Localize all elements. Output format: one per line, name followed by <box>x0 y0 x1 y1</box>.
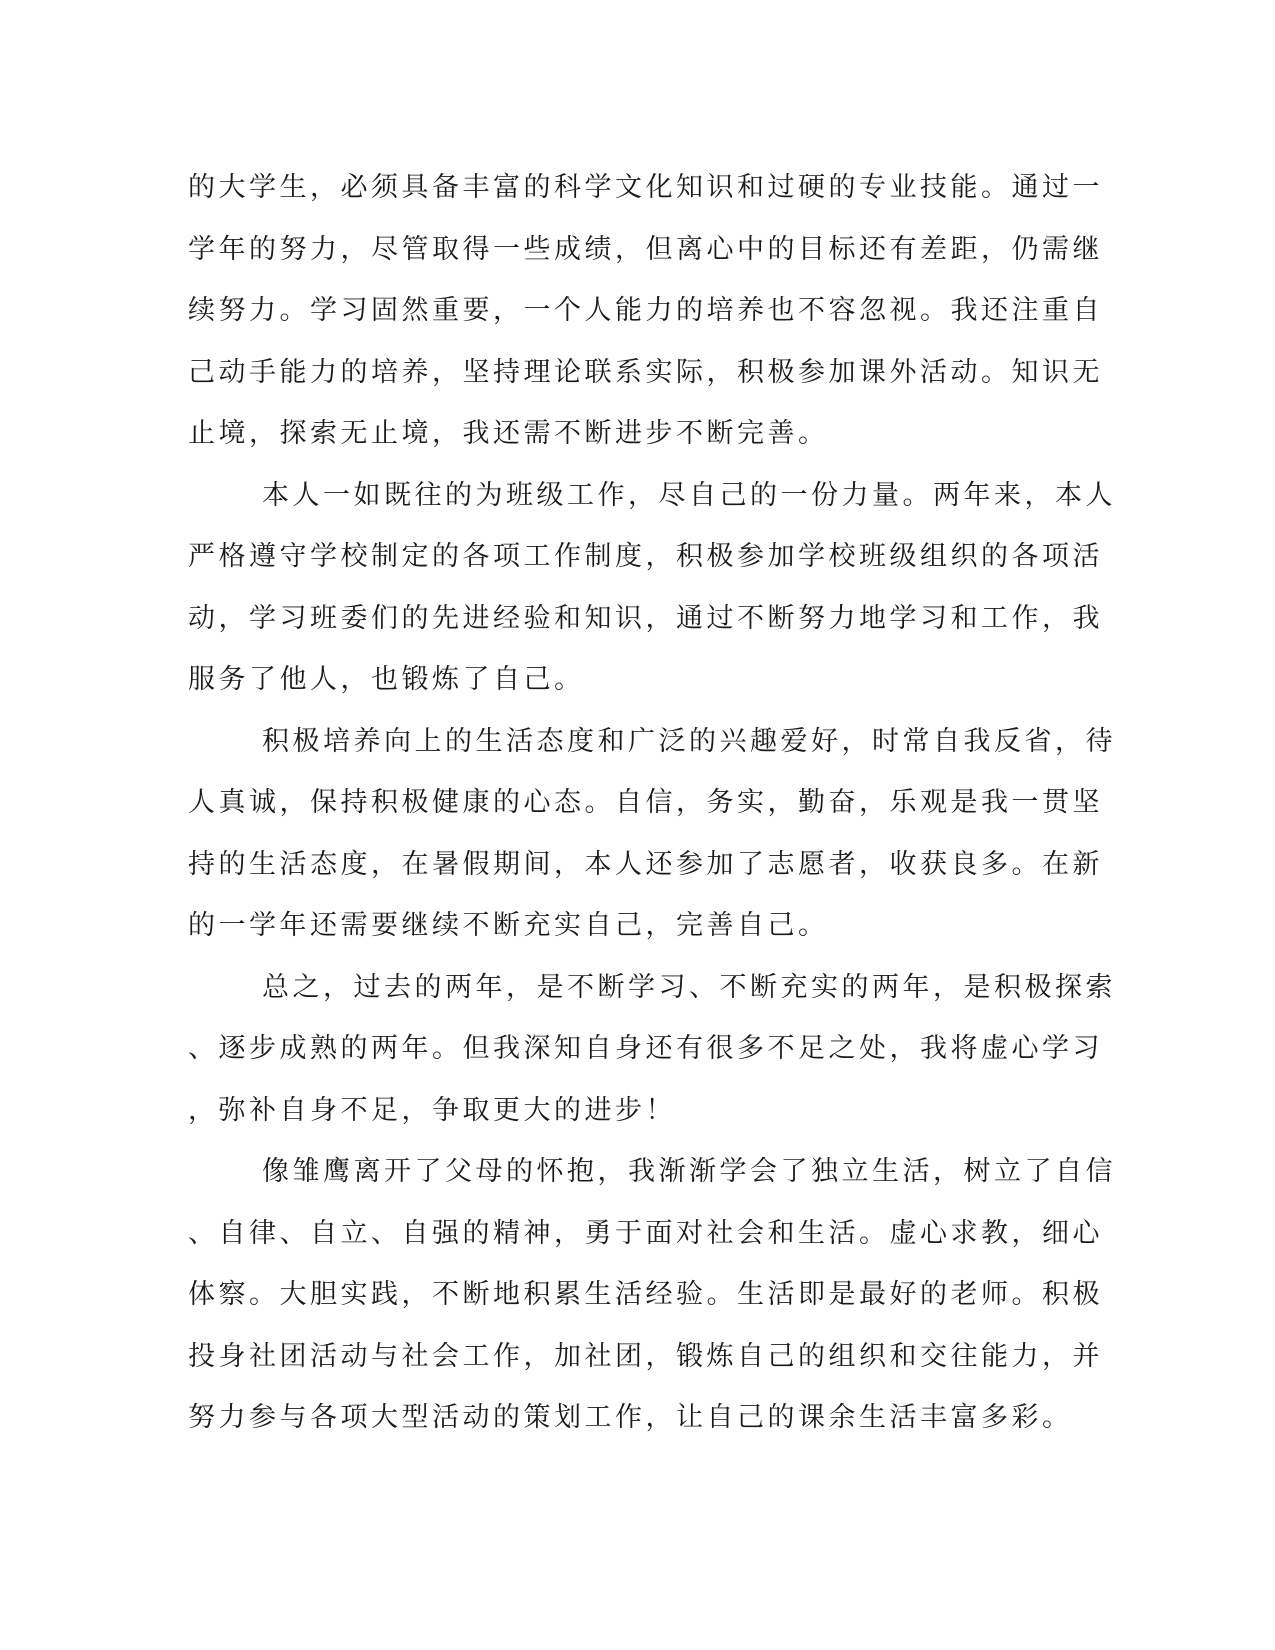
text-line: 的大学生，必须具备丰富的科学文化知识和过硬的专业技能。通过一 <box>188 172 1103 203</box>
text-line: 己动手能力的培养，坚持理论联系实际，积极参加课外活动。知识无 <box>188 356 1103 388</box>
text-line: 严格遵守学校制定的各项工作制度，积极参加学校班级组织的各项活 <box>188 541 1103 572</box>
paragraph-start-line: 本人一如既往的为班级工作，尽自己的一份力量。两年来，本人 <box>262 479 1116 511</box>
paragraph-start-line: 总之，过去的两年，是不断学习、不断充实的两年，是积极探索 <box>262 971 1116 1003</box>
paragraph-start-line: 积极培养向上的生活态度和广泛的兴趣爱好，时常自我反省，待 <box>262 725 1116 757</box>
text-line: 动，学习班委们的先进经验和知识，通过不断努力地学习和工作，我 <box>188 602 1103 634</box>
text-line: 止境，探索无止境，我还需不断进步不断完善。 <box>188 418 829 449</box>
text-line: 服务了他人，也锻炼了自己。 <box>188 664 585 695</box>
paragraph-start-line: 像雏鹰离开了父母的怀抱，我渐渐学会了独立生活，树立了自信 <box>262 1156 1116 1187</box>
text-line: 努力参与各项大型活动的策划工作，让自己的课余生活丰富多彩。 <box>188 1402 1073 1433</box>
text-line: ，弥补自身不足，争取更大的进步！ <box>188 1094 676 1126</box>
text-line: 人真诚，保持积极健康的心态。自信，务实，勤奋，乐观是我一贯坚 <box>188 787 1103 818</box>
text-line: 投身社团活动与社会工作，加社团，锻炼自己的组织和交往能力，并 <box>188 1340 1103 1372</box>
text-line: 的一学年还需要继续不断充实自己，完善自己。 <box>188 910 829 941</box>
text-line: 、自律、自立、自强的精神，勇于面对社会和生活。虚心求教，细心 <box>188 1217 1103 1249</box>
text-line: 持的生活态度，在暑假期间，本人还参加了志愿者，收获良多。在新 <box>188 848 1103 880</box>
text-line: 学年的努力，尽管取得一些成绩，但离心中的目标还有差距，仍需继 <box>188 233 1103 265</box>
text-line: 、逐步成熟的两年。但我深知自身还有很多不足之处，我将虚心学习 <box>188 1033 1103 1064</box>
text-line: 续努力。学习固然重要，一个人能力的培养也不容忽视。我还注重自 <box>188 295 1103 326</box>
text-line: 体察。大胆实践，不断地积累生活经验。生活即是最好的老师。积极 <box>188 1279 1103 1310</box>
body-text <box>188 157 1116 1449</box>
